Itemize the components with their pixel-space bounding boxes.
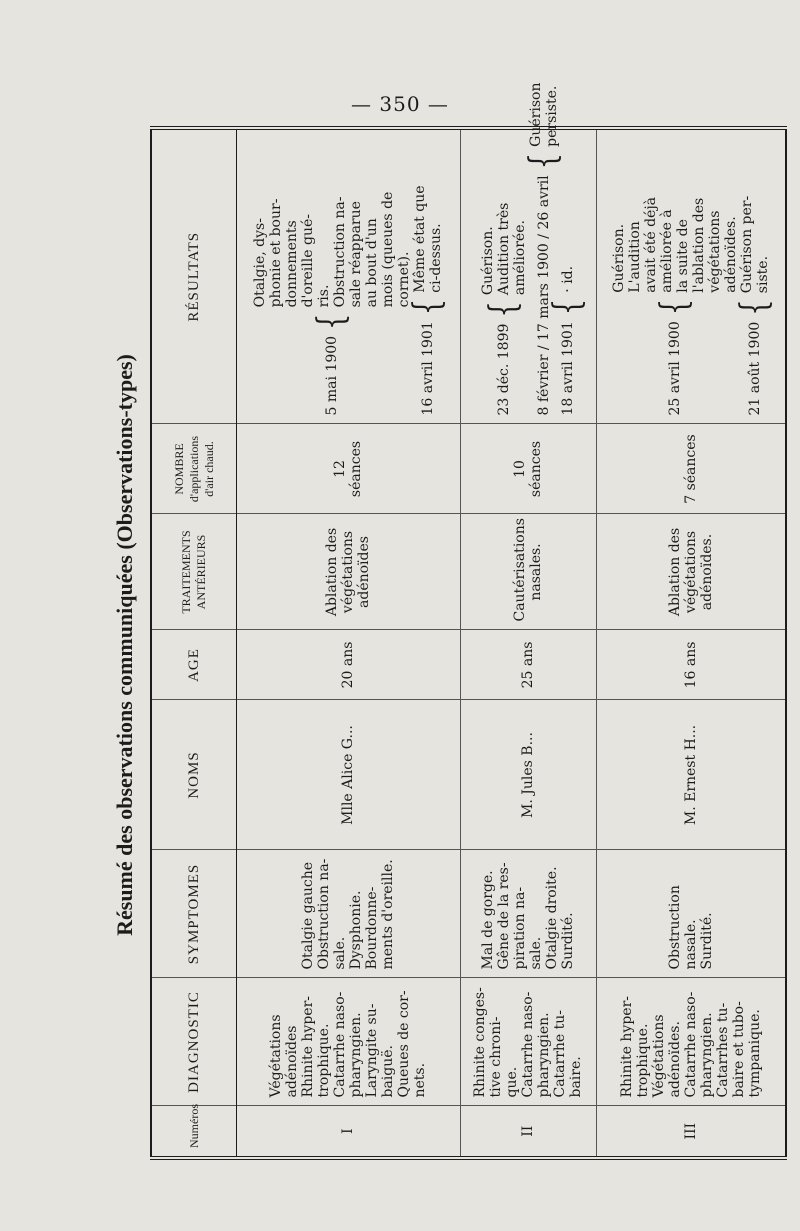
diagnostic-line: tympanique. [747,1009,764,1098]
resultat-line: d'oreille gué- [300,214,317,308]
symptome-line: Obstruction na- [316,858,333,970]
resultat-line: sale réapparue [348,201,365,308]
cell-diagnostic [460,978,596,1106]
traitement-line: nasales. [528,543,545,601]
cell-symptomes [237,850,461,978]
resultat-line: persiste. [544,85,561,147]
brace-icon: { [654,298,697,316]
traitement-line: végétations [683,530,700,614]
cell-age: 20 ans [237,630,461,700]
resultat-line: Guérison. [480,226,497,296]
table-row [237,128,461,1158]
header-nombre: NOMBRE d'applications d'air chaud. [151,424,237,514]
resultat-text [739,196,771,293]
header-diagnostic: DIAGNOSTIC [151,978,237,1106]
brace-icon: { [547,298,590,316]
diagnostic-line: trophique. [635,1023,652,1098]
brace-icon: { [407,298,450,316]
symptome-line: Gêne de la res- [496,862,513,970]
cell-nombre: 12 séances [237,424,461,514]
resultat-entry [523,82,566,416]
traitement-line: Ablation des [324,527,341,617]
diagnostic-line: que. [504,1066,521,1098]
diagnostic-line: Laryngite su- [364,1003,381,1098]
resultat-line: Obstruction na- [332,196,349,308]
cell-numero: I [237,1106,461,1158]
diagnostic-line: Rhinite conges- [472,987,489,1098]
resultat-text [611,197,739,293]
diagnostic-line: pharyngien. [348,1012,365,1098]
diagnostic-line: pharyngien. [699,1012,716,1098]
resultat-entry [734,138,777,416]
resultat-entry [547,138,590,416]
resultat-line: Otalgie, dys- [252,218,269,308]
cell-resultats [597,128,786,424]
header-symptomes: SYMPTOMES [151,850,237,978]
table-title: Résumé des observations communiquées (Observations-types) [112,354,137,936]
resultat-entry [611,138,739,416]
resultat-line: améliorée à [659,209,676,293]
resultat-text [480,203,528,295]
diagnostic-line: Catarrhe naso- [332,991,349,1098]
diagnostic-line: baiguë. [380,1045,397,1098]
symptome-line: Surdité. [699,912,716,970]
resultat-date: 25 avril 1900 [667,321,684,416]
resultat-text [560,266,576,293]
cell-symptomes [460,850,596,978]
diagnostic-line: Catarrhe naso- [683,991,700,1098]
resultat-line: l'ablation des [691,197,708,293]
traitement-line: adénoïdes [356,536,373,608]
cell-nombre: 10 séances [460,424,596,514]
resultat-line: végétations [707,210,724,293]
brace-icon: { [483,301,526,318]
resultat-date: 18 avril 1901 [560,321,577,416]
diagnostic-line: tive chroni- [488,1016,505,1098]
cell-traitements [460,514,596,630]
cell-traitements [237,514,461,630]
symptome-line: Bourdonne- [364,886,381,970]
brace-icon: { [734,299,777,316]
diagnostic-line: Rhinite hyper- [300,996,317,1098]
symptome-line: sale. [332,936,349,970]
resultat-entry [407,138,450,416]
resultat-line: avait été déjà [643,196,660,293]
header-numeros: Numéros [151,1106,237,1158]
symptome-line: piration na- [512,886,529,970]
resultat-line: Même état que [412,185,429,293]
resultat-line: phonie et bour- [268,198,285,308]
cell-resultats [237,128,461,424]
symptome-line: Surdité. [560,912,577,970]
resultat-line: adénoïdes. [723,216,740,293]
resultat-line: la suite de [675,219,692,293]
cell-nom: Mlle Alice G... [237,700,461,850]
resultat-line: siste. [755,255,772,294]
traitement-line: végétations [340,530,357,614]
resultat-line: Guérison per- [739,195,756,294]
resultat-text [528,83,560,147]
resultat-line: au bout d'un [364,218,381,308]
symptome-line: sale. [528,936,545,970]
table-row [597,128,786,1158]
brace-icon: { [523,152,566,170]
resultat-text [252,192,412,308]
resultat-line: ris. [316,284,333,308]
cell-symptomes [597,850,786,978]
cell-diagnostic [597,978,786,1106]
cell-age: 16 ans [597,630,786,700]
diagnostic-line: Rhinite hyper- [619,996,636,1098]
symptome-line: nasale. [683,919,700,970]
resultat-line: donnements [284,220,301,308]
symptome-line: Obstruction [667,885,684,970]
page-number: — 350 — [351,92,449,116]
diagnostic-line: nets. [412,1062,429,1098]
header-noms: NOMS [151,700,237,850]
cell-nombre: 7 séances [597,424,786,514]
resultat-line: Audition très [496,202,513,296]
resultat-entry [252,138,412,416]
cell-age: 25 ans [460,630,596,700]
resultat-date: 5 mai 1900 [324,335,341,416]
diagnostic-line: baire. [568,1056,585,1098]
resultat-date: 8 février / 17 mars 1900 / 26 avril [536,175,553,416]
header-resultats: RÉSULTATS [151,128,237,424]
traitement-line: Ablation des [667,527,684,617]
symptome-line: ments d'oreille. [380,859,397,970]
cell-nom: M. Ernest H... [597,700,786,850]
diagnostic-line: Queues de cor- [396,990,413,1098]
diagnostic-line: Catarrhe tu- [552,1009,569,1098]
resultat-line: améliorée. [512,220,529,296]
cell-nom: M. Jules B... [460,700,596,850]
traitement-line: Cautérisations [512,518,529,622]
cell-numero: II [460,1106,596,1158]
resultat-date: 21 août 1900 [747,321,764,416]
diagnostic-line: Végétations [651,1014,668,1098]
symptome-line: Otalgie gauche [300,861,317,970]
diagnostic-line: Végétations [268,1014,285,1098]
header-age: AGE [151,630,237,700]
resultat-line: ci-dessus. [428,223,445,293]
symptome-line: Dysphonie. [348,890,365,970]
resultat-date: 16 avril 1901 [420,321,437,416]
brace-icon: { [311,313,354,330]
resultat-line: Guérison. [611,223,628,293]
cell-traitements [597,514,786,630]
diagnostic-line: Catarrhe naso- [520,991,537,1098]
diagnostic-line: Catarrhes tu- [715,1002,732,1098]
resultat-line: mois (queues de [380,191,397,308]
resultat-line: cornet). [396,251,413,308]
diagnostic-line: trophique. [316,1023,333,1098]
diagnostic-line: adénoïdes [284,1025,301,1098]
symptome-line: Mal de gorge. [480,870,497,970]
resultat-entry [480,138,528,416]
header-row [151,128,237,1158]
header-traitements: TRAITEMENTS ANTÉRIEURS [151,514,237,630]
diagnostic-line: baire et tubo- [731,1001,748,1098]
resultat-text [412,185,444,292]
resultat-line: Guérison [528,82,545,147]
resultat-date: 23 déc. 1899 [496,323,513,416]
symptome-line: Otalgie droite. [544,866,561,970]
resultat-line: L'audition [627,221,644,293]
table-row [460,128,596,1158]
traitement-line: adénoïdes. [699,533,716,611]
resultat-line: · id. [560,265,577,293]
cell-resultats [460,82,596,424]
cell-numero: III [597,1106,786,1158]
cell-diagnostic [237,978,461,1106]
diagnostic-line: pharyngien. [536,1012,553,1098]
diagnostic-line: adénoïdes. [667,1021,684,1098]
